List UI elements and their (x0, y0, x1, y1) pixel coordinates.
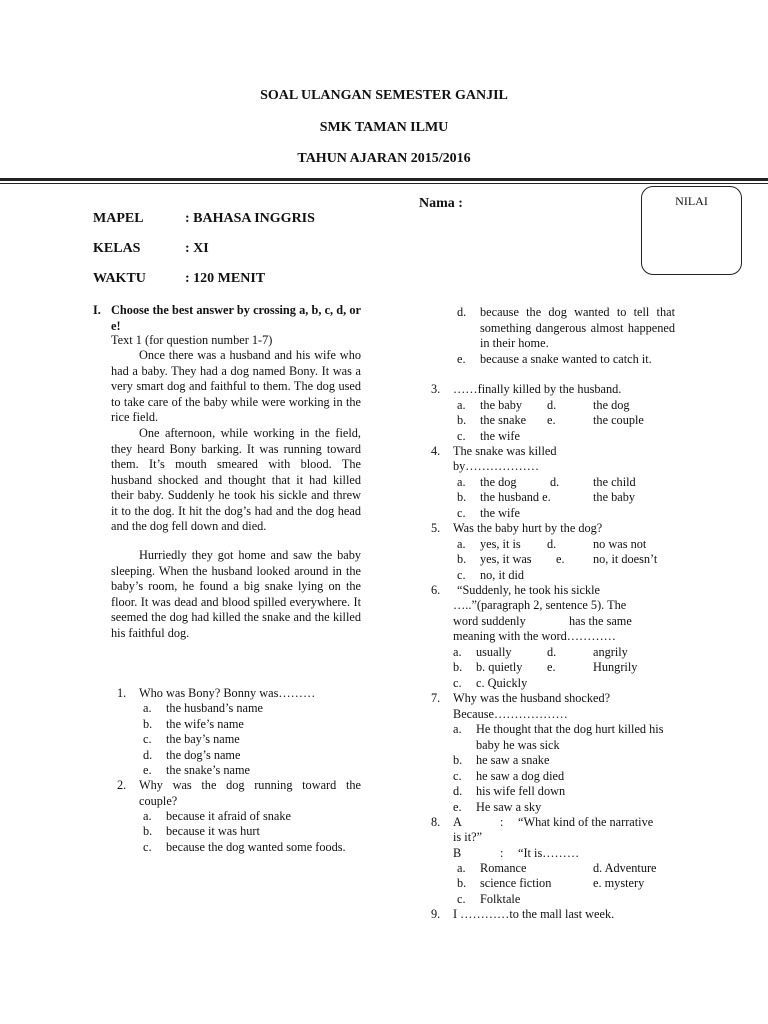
q4-option-label: a. (457, 475, 466, 489)
q8-option-label: b. (457, 876, 467, 890)
q8-colon: : (500, 815, 504, 829)
q2-number: 2. (117, 778, 127, 792)
q4-option-a: the dog (480, 475, 517, 489)
q7-text-continued: Because……………… (453, 707, 568, 721)
q8-option-label: c. (457, 892, 466, 906)
q2-option-label: b. (143, 824, 153, 838)
q6-option-b: b. quietly (476, 660, 523, 674)
q8-option-a: Romance (480, 861, 527, 875)
q6-option-e: Hungrily (593, 660, 638, 674)
q1-option-e: the snake’s name (166, 763, 251, 777)
academic-year: TAHUN AJARAN 2015/2016 (297, 151, 471, 166)
q7-number: 7. (431, 691, 441, 705)
q4-option-label: c. (457, 506, 466, 520)
q6-line-4: meaning with the word………… (453, 629, 616, 643)
q1-option-label: c. (143, 732, 152, 746)
q5-text: Was the baby hurt by the dog? (453, 521, 603, 535)
q8-a-line-2: is it?” (453, 830, 483, 844)
q3-option-label: d. (547, 398, 557, 412)
q7-option-c: he saw a dog died (476, 769, 565, 783)
q3-option-label: a. (457, 398, 466, 412)
q3-option-label: c. (457, 429, 466, 443)
kelas-label: KELAS (93, 241, 141, 256)
waktu-label: WAKTU (93, 271, 146, 286)
q4-option-e: the baby (593, 490, 636, 504)
q5-option-label: c. (457, 568, 466, 582)
header-rule-thick (0, 178, 768, 181)
q8-option-c: Folktale (480, 892, 521, 906)
q3-option-b: the snake (480, 413, 527, 427)
q5-option-b: yes, it was (480, 552, 532, 566)
q6-line-3b: has the same (569, 614, 632, 628)
q4-text-continued: by……………… (453, 459, 540, 473)
q6-option-label: d. (547, 645, 557, 659)
q1-option-label: a. (143, 701, 152, 715)
q2-option-label: a. (143, 809, 152, 823)
q6-line-2: …..”(paragraph 2, sentence 5). The (453, 598, 627, 612)
text-label: Text 1 (for question number 1-7) (111, 333, 273, 347)
q1-option-d: the dog’s name (166, 748, 241, 762)
kelas-value: : XI (185, 241, 209, 256)
nilai-label: NILAI (675, 194, 708, 208)
q6-option-label: b. (453, 660, 463, 674)
q7-option-label: b. (453, 753, 463, 767)
q7-option-label: c. (453, 769, 462, 783)
q3-text: ……finally killed by the husband. (453, 382, 622, 396)
q1-option-label: e. (143, 763, 152, 777)
q5-option-label: d. (547, 537, 557, 551)
q4-option-b: the husband e. (480, 490, 551, 504)
q8-speaker-a: A (453, 815, 462, 829)
q1-text: Who was Bony? Bonny was……… (139, 686, 316, 700)
q2-option-e: because a snake wanted to catch it. (480, 352, 652, 366)
q6-option-label: c. (453, 676, 462, 690)
q8-b-line: “It is……… (518, 846, 580, 860)
q6-option-a: usually (476, 645, 512, 659)
q3-option-label: b. (457, 413, 467, 427)
q1-option-c: the bay’s name (166, 732, 240, 746)
q8-option-b: science fiction (480, 876, 552, 890)
q3-number: 3. (431, 382, 441, 396)
q4-option-c: the wife (480, 506, 520, 520)
q2-option-c: because the dog wanted some foods. (166, 840, 346, 854)
exam-title: SOAL ULANGAN SEMESTER GANJIL (260, 88, 508, 103)
q7-option-b: he saw a snake (476, 753, 550, 767)
q1-number: 1. (117, 686, 127, 700)
q6-option-d: angrily (593, 645, 628, 659)
q1-option-b: the wife’s name (166, 717, 244, 731)
q7-option-label: d. (453, 784, 463, 798)
q7-option-d: his wife fell down (476, 784, 566, 798)
q2-option-a: because it afraid of snake (166, 809, 291, 823)
q7-option-label: e. (453, 800, 462, 814)
q7-option-e: He saw a sky (476, 800, 542, 814)
q5-option-d: no was not (593, 537, 647, 551)
q4-number: 4. (431, 444, 441, 458)
mapel-label: MAPEL (93, 211, 144, 226)
q6-option-label: a. (453, 645, 462, 659)
q8-option-d: d. Adventure (593, 861, 657, 875)
q3-option-e: the couple (593, 413, 644, 427)
story-paragraph-2: One afternoon, while working in the field, they heard Bony barking. It was running toward them. It’s mouth smeared with blood. The husband shocked and thought that it had killed their baby. Suddenly he took his sickle and threw it to the dog. It hit the dog’s had and the dog head and the dog fell down and died. (111, 426, 361, 533)
q4-option-d: the child (593, 475, 636, 489)
q2-text: Why was the dog running toward the couple? (139, 778, 361, 808)
q5-option-label: a. (457, 537, 466, 551)
q9-text: I …………to the mall last week. (453, 907, 615, 921)
section-number: I. (93, 303, 101, 317)
nama-label: Nama : (419, 196, 463, 211)
q3-option-c: the wife (480, 429, 520, 443)
q9-number: 9. (431, 907, 441, 921)
story-paragraph-3: Hurriedly they got home and saw the baby sleeping. When the husband looked around in the baby’s room, he found a big snake lying on the floor. It was dead and blood spilled everywhere. It seemed the dog had killed the snake and the killed his faithful dog. (111, 548, 361, 640)
q5-option-label: e. (556, 552, 565, 566)
q1-option-label: b. (143, 717, 153, 731)
q7-option-a: He thought that the dog hurt killed his baby he was sick (476, 722, 664, 752)
q4-text: The snake was killed (453, 444, 557, 458)
q8-option-label: a. (457, 861, 466, 875)
q4-option-label: b. (457, 490, 467, 504)
q5-option-a: yes, it is (480, 537, 521, 551)
q2-option-d: because the dog wanted to tell that something dangerous almost happened in their home. (480, 305, 675, 350)
q2-option-label: e. (457, 352, 466, 366)
waktu-value: : 120 MENIT (185, 271, 266, 286)
q7-option-label: a. (453, 722, 462, 736)
q5-number: 5. (431, 521, 441, 535)
school-name: SMK TAMAN ILMU (319, 120, 449, 135)
q5-option-c: no, it did (480, 568, 525, 582)
nilai-box (641, 186, 742, 275)
q2-option-b: because it was hurt (166, 824, 260, 838)
q8-colon: : (500, 846, 504, 860)
q6-line-3a: word suddenly (453, 614, 526, 628)
q7-text: Why was the husband shocked? (453, 691, 611, 705)
q8-a-line: “What kind of the narrative (518, 815, 654, 829)
q8-speaker-b: B (453, 846, 462, 860)
q2-option-label: c. (143, 840, 152, 854)
q4-option-label: d. (550, 475, 560, 489)
q8-option-e: e. mystery (593, 876, 645, 890)
q1-option-a: the husband’s name (166, 701, 263, 715)
section-instruction: Choose the best answer by crossing a, b, c, d, or e! (111, 303, 361, 333)
q3-option-label: e. (547, 413, 556, 427)
q5-option-e: no, it doesn’t (593, 552, 658, 566)
q6-number: 6. (431, 583, 441, 597)
q6-option-c: c. Quickly (476, 676, 528, 690)
story-paragraph-1: Once there was a husband and his wife who had a baby. They had a dog named Bony. It was a very smart dog and faithful to them. The dog used to take care of the baby while were working in the rice field. (111, 348, 361, 424)
q2-option-label: d. (457, 305, 467, 319)
q6-line-1: “Suddenly, he took his sickle (457, 583, 600, 597)
q8-number: 8. (431, 815, 441, 829)
q6-option-label: e. (547, 660, 556, 674)
q3-option-a: the baby (480, 398, 523, 412)
q5-option-label: b. (457, 552, 467, 566)
q1-option-label: d. (143, 748, 153, 762)
mapel-value: : BAHASA INGGRIS (185, 211, 315, 226)
header-rule-thin (0, 183, 768, 184)
q3-option-d: the dog (593, 398, 630, 412)
